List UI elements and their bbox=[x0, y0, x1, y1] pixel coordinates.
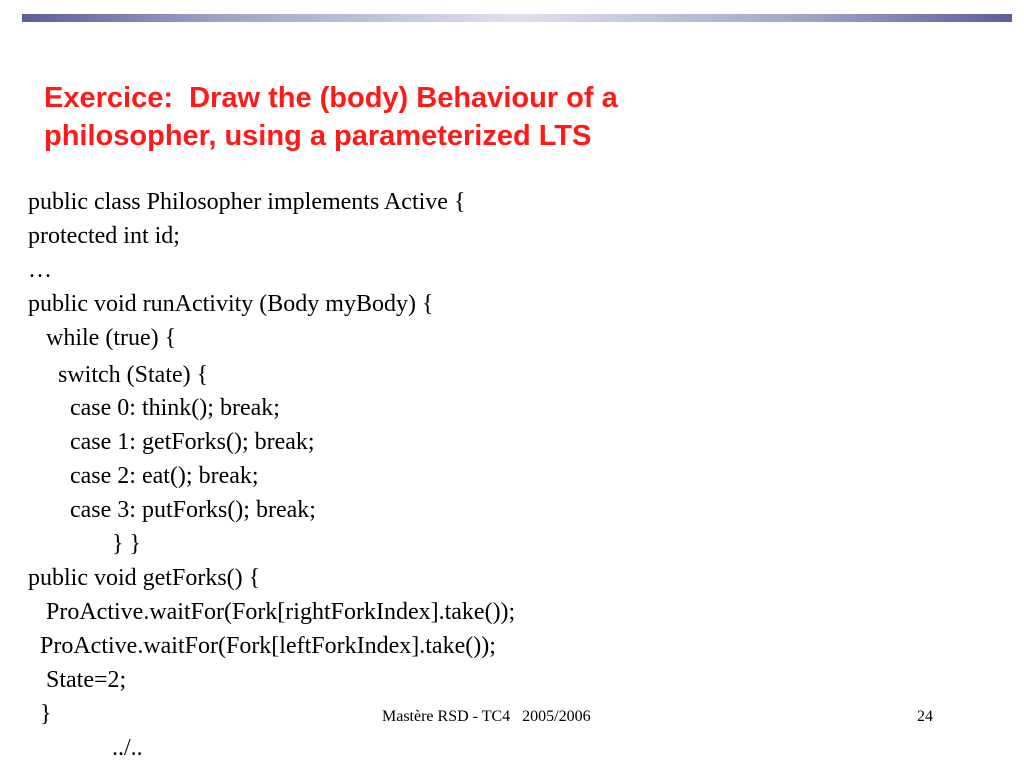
code-line: public void runActivity (Body myBody) { bbox=[28, 291, 434, 317]
code-listing bbox=[28, 185, 515, 765]
code-line: ProActive.waitFor(Fork[rightForkIndex].take()); bbox=[28, 599, 516, 625]
code-line: public void getForks() { bbox=[28, 565, 261, 591]
code-line: case 2: eat(); break; bbox=[28, 463, 259, 489]
footer-text: Mastère RSD - TC4 2005/2006 bbox=[382, 708, 591, 725]
slide-title-line-2: philosopher, using a parameterized LTS bbox=[44, 120, 592, 152]
slide-title bbox=[44, 79, 944, 155]
page-number: 24 bbox=[917, 708, 933, 725]
code-line: case 0: think(); break; bbox=[28, 395, 280, 421]
code-line: } } bbox=[28, 531, 142, 557]
code-line: State=2; bbox=[28, 667, 127, 693]
code-line: ../.. bbox=[28, 735, 143, 761]
code-line: … bbox=[28, 257, 52, 283]
code-line: public class Philosopher implements Active { bbox=[28, 189, 466, 215]
code-line: switch (State) { bbox=[28, 362, 209, 388]
code-line: ProActive.waitFor(Fork[leftForkIndex].take()); bbox=[28, 633, 496, 659]
slide-title-line-1: Exercice: Draw the (body) Behaviour of a bbox=[44, 82, 618, 114]
code-line: case 1: getForks(); break; bbox=[28, 429, 315, 455]
code-line: case 3: putForks(); break; bbox=[28, 497, 316, 523]
code-line: } bbox=[28, 701, 52, 727]
top-decorative-bar bbox=[22, 14, 1012, 22]
code-line: protected int id; bbox=[28, 223, 180, 249]
code-line: while (true) { bbox=[28, 325, 177, 351]
